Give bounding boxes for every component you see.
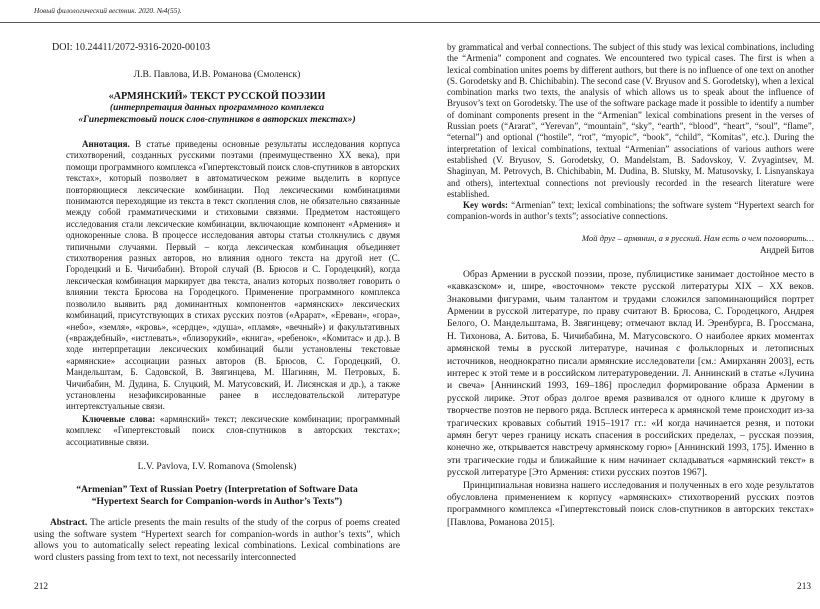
keywords-ru-text: «армянский» текст; лексические комбинации; программный комплекс «Гипертекстовый поиск слов-спутников в авторских текстах»; ассоциативные связи.: [66, 413, 400, 447]
authors-en: L.V. Pavlova, I.V. Romanova (Smolensk): [137, 460, 297, 472]
journal-title: Новый филологический вестник. 2020. №4(55).: [34, 6, 182, 15]
authors-ru: Л.В. Павлова, И.В. Романова (Смоленск): [133, 69, 301, 80]
running-header: [0, 0, 820, 23]
abstract-ru-label: Аннотация.: [82, 139, 130, 149]
abstract-ru: [66, 139, 400, 413]
article-subtitle-ru: [34, 102, 400, 126]
subtitle-ru-line-1: (интерпретация данных программного комплекса: [109, 102, 325, 113]
abstract-ru-text: В статье приведены основные результаты исследования корпуса стихотворений, созданных русскими поэтами (преимущественно XX века), при помощи программного комплекса «Гипертекстовый поиск слов-спутников в авторских текстах», который позволяет в автоматическом режиме выделить в корпусе повторяющиеся лексические комбинации. Под лексическими комбинациями понимаются переходящие из текста в текст скопления слов, не обязательно связанные между собой грамматическими и стиховыми связями. Предметом настоящего исследования стали лексические комбинации, включающие компонент «Армения» и однокоренные слова. В процессе исследования авторы статьи столкнулись с двумя типичными случаями. Первый – когда лексическая комбинация объединяет стихотворения разных авторов, но влияния одного текста на другой нет (С. Городецкий и Б. Чичибабин). Второй случай (В. Брюсов и С. Городецкий), когда лексическая комбинация маркирует два текста, анализ которых позволяет говорить о влиянии текста Брюсова на Городецкого. Применение программного комплекса позволило выявить ряд доминантных компонентов «армянских» лексических комбинаций, присутствующих в стихах русских поэтов («Арарат», «Ереван», «гора», «небо», «земля», «кровь», «сердце», «душа», «пламя», «вечный») и факультативных («враждебный», «истлевать», «близорукий», «книга», «ребенок», «Комитас» и др.). В ходе интерпретации лексических комбинаций были установлены текстовые «армянские» ассоциации разных авторов (В. Брюсов, С. Городецкий, О. Мандельштам, Б. Садовской, В. Звягинцева, М. Шагинян, М. Петровых, Б. Чичибабин, М. Дудина, Б. Слуцкий, М. Матусовский, И. Лисянская и др.), а также установлены незафиксированные ранее в исследовательской литературе интертекстуальные связи.: [66, 139, 401, 412]
epigraph-author: Андрей Битов: [759, 244, 814, 255]
epigraph: Мой друг – армянин, а я русский. Нам есть о чем поговорить…: [581, 232, 814, 243]
abstract-en-text: The article presents the main results of the study of the corpus of poems created using the software system “Hypertext search for companion-words in author’s texts”, which allows you to automatically select repeating lexical combinations. Lexical combinations are word clusters passing from text to text, not necessarily interconnected: [34, 517, 400, 563]
article-title-ru: «АРМЯНСКИЙ» ТЕКСТ РУССКОЙ ПОЭЗИИ: [108, 91, 326, 102]
keywords-en: [447, 200, 814, 223]
abstract-en-continued: by grammatical and verbal connections. The subject of this study was lexical combinations, including the “Armenia” component and cognates. We encountered two typical cases. The first is when a lexical combination unites poems by different authors, but there is no influence of one text on another (S. Gorodetsky and B. Chichibabin). The second case (V. Bryusov and S. Gorodetsky), when a lexical combination marks two texts, the analysis of which allows us to speak about the influence of Bryusov’s text on Gorodetsky. The use of the software package made it possible to identify a number of dominant components present in the “Armenian” lexical combinations present in the verses of Russian poets (“Ararat”, “Yerevan”, “mountain”, “sky”, “earth”, “blood”, “heart”, “soul”, “flame”, “eternal”) and optional (“hostile”, “rot”, “myopic”, “book”, “child”, “Komitas”, etc.). During the interpretation of lexical combinations, textual “Armenian” associations of various authors were established (V. Bryusov, S. Gorodetsky, O. Mandelstam, B. Sadovskoy, V. Zvyagintsev, M. Shaginyan, M. Petrovych, B. Chichibabin, M. Dudina, B. Slutsky, M. Matusovsky, I. Lisnyanskaya and others), intertextual connections not previously recorded in the research literature were established.: [447, 42, 814, 199]
doi[interactable]: DOI: 10.24411/2072-9316-2020-00103: [52, 42, 210, 53]
abstract-en-label: Abstract.: [50, 517, 88, 528]
abstract-en: [34, 518, 400, 564]
title-en-line-1: “Armenian” Text of Russian Poetry (Interpretation of Software Data: [76, 483, 358, 495]
left-page: [34, 30, 400, 564]
keywords-ru-label: Ключевые слова:: [82, 413, 156, 424]
title-en-line-2: “Hypertext Search for Companion-words in Author’s Texts”): [91, 495, 343, 507]
subtitle-ru-line-2: «Гипертекстовый поиск слов-спутников в авторских текстах»): [78, 114, 356, 125]
page-number-left: 212: [34, 582, 49, 592]
keywords-en-text: “Armenian” text; lexical combinations; the software system “Hypertext search for companion-words in author’s texts”; associative connections.: [447, 200, 815, 222]
right-page: [447, 30, 814, 529]
keywords-ru: [66, 414, 400, 448]
keywords-en-label: Key words:: [463, 200, 509, 211]
article-title-en: [34, 484, 400, 508]
body-paragraph-2: Принципиальная новизна нашего исследования и полученных в его ходе результатов обусловлена применением к корпусу «армянских» стихотворений русских поэтов программного комплекса «Гипертекстовый поиск слов-спутников в авторских текстах» [Павлова, Романова 2015].: [447, 479, 814, 528]
page-number-right: 213: [797, 582, 812, 592]
body-paragraph-1: Образ Армении в русской поэзии, прозе, публицистике занимает достойное место в «кавказском» и, шире, «восточном» тексте русской литературы XIX – XX веков. Знаковыми фигурами, чьим талантом и трудами сложился запоминающийся портрет Армении в русской литературе, по праву считают В. Брюсова, С. Городецкого, Андрея Белого, О. Мандельштама, В. Звягинцеву; отмечают вклад И. Эренбурга, В. Гроссмана, Н. Тихонова, А. Битова, Б. Чичибабина, М. Матусовского. О наиболее ярких моментах армянской темы в русской литературе, начиная с фольклорных и летописных источников, неоднократно писали армянские исследователи [см.: Амирханян 2003], есть интерес к этой теме и в российском литературоведении. Л. Аннинский в статье «Лучина и свеча» [Аннинский 1993, 169–186] проследил формирование образа Армении в русской лирике. Этот образ долгое время развивался от одного клише к другому в творчестве поэтов не первого ряда. Всплеск интереса к армянской теме происходит из-за трагических кровавых событий 1915–1917 гг.: «И когда начинается резня, и потоки армян бегут через границу искать спасения в российских пределах, – русская поэзия, конечно же, открывается навстречу армянскому горю» [Аннинский 1993, 175]. Именно в эти трагические годы и ближайшие к ним начинает складываться «армянский текст» в русской литературе [Это Армения: стихи русских поэтов 1967].: [447, 268, 814, 479]
